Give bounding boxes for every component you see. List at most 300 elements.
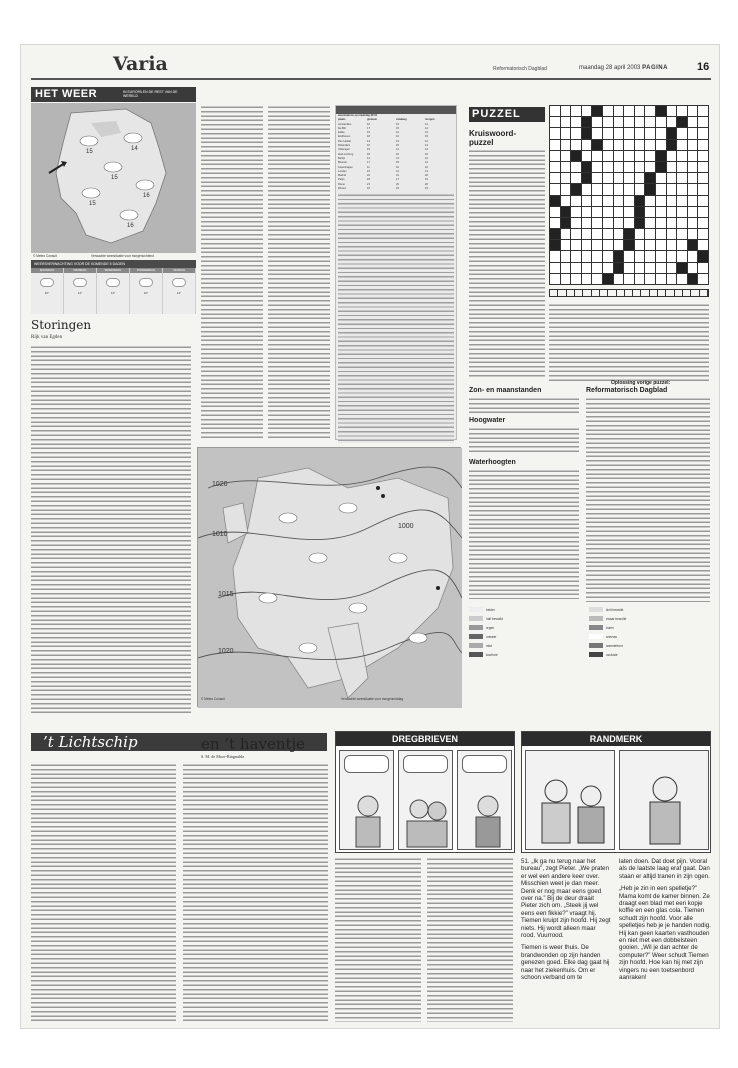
crossword-cell[interactable] xyxy=(656,140,666,150)
crossword-cell[interactable] xyxy=(571,274,581,284)
crossword-cell[interactable] xyxy=(635,128,645,138)
crossword-cell[interactable] xyxy=(677,274,687,284)
solution-cell[interactable] xyxy=(600,290,608,296)
solution-cell[interactable] xyxy=(550,290,558,296)
solution-cell[interactable] xyxy=(592,290,600,296)
crossword-cell xyxy=(614,251,624,261)
crossword-cell xyxy=(656,151,666,161)
crossword-cell[interactable] xyxy=(571,240,581,250)
table-row: Madrid 22 21 20 xyxy=(338,174,428,178)
comic-dregbrieven xyxy=(335,731,515,853)
crossword-cell[interactable] xyxy=(656,173,666,183)
crossword-cell[interactable] xyxy=(698,218,708,228)
puzzle-clues xyxy=(469,149,545,379)
crossword-cell[interactable] xyxy=(656,274,666,284)
crossword-cell[interactable] xyxy=(656,117,666,127)
svg-text:16: 16 xyxy=(143,193,150,199)
crossword-cell[interactable] xyxy=(635,151,645,161)
crossword-cell xyxy=(550,229,560,239)
crossword-cell[interactable] xyxy=(698,184,708,194)
crossword-cell[interactable] xyxy=(677,106,687,116)
crossword-cell[interactable] xyxy=(624,218,634,228)
randmerk-col-1: 51. „Ik ga nu terug naar het bureau”, zegt Pieter. „We praten er wel een andere keer over. Misschien weet je dan meer. Denk er nog maar eens goed over na.” Bij de deur draait Pieter zich om. „Steek jij wel eens een fikkie?” vraagt hij. Tiemen kruipt zijn hoofd. Hij zegt niets. Hij wordt alleen maar rood. Vuurrood. Tiemen is weer thuis. De brandwonden op zijn handen genezen goed. Elke dag gaat hij naar het ziekenhuis. Om er schoon verband om te xyxy=(521,858,611,982)
crossword-cell[interactable] xyxy=(667,218,677,228)
crossword-cell[interactable] xyxy=(677,196,687,206)
weather-stations-table xyxy=(335,105,457,440)
crossword-cell[interactable] xyxy=(614,106,624,116)
crossword-cell[interactable] xyxy=(582,151,592,161)
solution-cell[interactable] xyxy=(583,290,591,296)
crossword-grid[interactable] xyxy=(549,105,709,285)
crossword-cell[interactable] xyxy=(624,251,634,261)
crossword-cell[interactable] xyxy=(582,263,592,273)
crossword-cell[interactable] xyxy=(677,151,687,161)
forecast-day: MAANDAG 15° xyxy=(31,268,64,314)
crossword-cell[interactable] xyxy=(592,207,602,217)
page-date: maandag 28 april 2003 PAGINA xyxy=(579,65,668,71)
crossword-cell[interactable] xyxy=(614,117,624,127)
crossword-cell xyxy=(698,251,708,261)
crossword-cell[interactable] xyxy=(645,106,655,116)
crossword-cell[interactable] xyxy=(635,173,645,183)
crossword-cell[interactable] xyxy=(603,263,613,273)
crossword-cell[interactable] xyxy=(614,229,624,239)
crossword-cell[interactable] xyxy=(656,128,666,138)
crossword-cell[interactable] xyxy=(635,117,645,127)
crossword-cell[interactable] xyxy=(592,117,602,127)
crossword-cell[interactable] xyxy=(667,184,677,194)
table-row: Kopenhagen 11 10 10 xyxy=(338,165,428,169)
crossword-cell[interactable] xyxy=(592,184,602,194)
crossword-cell[interactable] xyxy=(550,106,560,116)
character-icon xyxy=(399,751,454,851)
legend-swatch-icon xyxy=(469,616,483,621)
crossword-cell[interactable] xyxy=(571,263,581,273)
crossword-cell[interactable] xyxy=(603,207,613,217)
puzzle-clues-2 xyxy=(549,303,709,381)
zon-maan-title: Zon- en maanstanden xyxy=(469,387,542,394)
crossword-cell[interactable] xyxy=(677,162,687,172)
crossword-cell[interactable] xyxy=(603,106,613,116)
solution-cell[interactable] xyxy=(558,290,566,296)
crossword-cell[interactable] xyxy=(635,162,645,172)
crossword-cell[interactable] xyxy=(677,173,687,183)
crossword-cell[interactable] xyxy=(614,173,624,183)
crossword-cell[interactable] xyxy=(603,140,613,150)
crossword-cell[interactable] xyxy=(571,173,581,183)
crossword-cell[interactable] xyxy=(667,173,677,183)
crossword-cell[interactable] xyxy=(656,263,666,273)
crossword-cell[interactable] xyxy=(561,274,571,284)
isobar-label: 1020 xyxy=(218,648,234,655)
forecast-day: DINSDAG 14° xyxy=(64,268,97,314)
crossword-cell[interactable] xyxy=(656,184,666,194)
crossword-cell[interactable] xyxy=(592,196,602,206)
crossword-cell xyxy=(677,117,687,127)
colofon-text xyxy=(586,397,710,602)
character-icon xyxy=(526,751,616,851)
crossword-cell[interactable] xyxy=(550,128,560,138)
crossword-cell[interactable] xyxy=(561,128,571,138)
crossword-cell[interactable] xyxy=(603,162,613,172)
solution-cell[interactable] xyxy=(608,290,616,296)
crossword-cell[interactable] xyxy=(635,229,645,239)
crossword-cell[interactable] xyxy=(561,173,571,183)
crossword-cell[interactable] xyxy=(561,196,571,206)
crossword-cell[interactable] xyxy=(550,162,560,172)
crossword-cell xyxy=(592,106,602,116)
crossword-cell[interactable] xyxy=(550,117,560,127)
crossword-cell[interactable] xyxy=(688,173,698,183)
crossword-cell[interactable] xyxy=(624,173,634,183)
crossword-cell[interactable] xyxy=(624,274,634,284)
crossword-cell[interactable] xyxy=(667,229,677,239)
crossword-cell[interactable] xyxy=(677,229,687,239)
crossword-cell[interactable] xyxy=(677,251,687,261)
crossword-cell[interactable] xyxy=(592,274,602,284)
crossword-cell[interactable] xyxy=(614,196,624,206)
crossword-cell[interactable] xyxy=(656,251,666,261)
crossword-cell[interactable] xyxy=(571,162,581,172)
puzzle-header: PUZZEL xyxy=(469,107,545,122)
crossword-cell[interactable] xyxy=(645,251,655,261)
crossword-cell[interactable] xyxy=(688,106,698,116)
crossword-cell[interactable] xyxy=(677,240,687,250)
crossword-cell[interactable] xyxy=(603,184,613,194)
crossword-cell[interactable] xyxy=(592,162,602,172)
crossword-cell[interactable] xyxy=(698,240,708,250)
crossword-cell[interactable] xyxy=(571,106,581,116)
crossword-cell[interactable] xyxy=(698,207,708,217)
crossword-cell[interactable] xyxy=(603,117,613,127)
crossword-cell[interactable] xyxy=(635,140,645,150)
crossword-cell[interactable] xyxy=(571,196,581,206)
legend-item: mist xyxy=(469,641,589,650)
crossword-cell[interactable] xyxy=(561,251,571,261)
crossword-cell[interactable] xyxy=(698,117,708,127)
legend-item: licht bewolkt xyxy=(589,605,709,614)
legend-item: occlusie xyxy=(589,650,709,659)
crossword-cell[interactable] xyxy=(603,173,613,183)
crossword-cell[interactable] xyxy=(550,207,560,217)
solution-cell[interactable] xyxy=(666,290,674,296)
crossword-cell[interactable] xyxy=(667,196,677,206)
crossword-cell[interactable] xyxy=(592,229,602,239)
crossword-cell[interactable] xyxy=(561,162,571,172)
crossword-cell[interactable] xyxy=(688,196,698,206)
solution-cell[interactable] xyxy=(683,290,691,296)
crossword-cell[interactable] xyxy=(656,218,666,228)
crossword-cell xyxy=(635,218,645,228)
crossword-cell[interactable] xyxy=(624,196,634,206)
crossword-cell[interactable] xyxy=(698,229,708,239)
crossword-cell[interactable] xyxy=(550,263,560,273)
legend-swatch-icon xyxy=(589,625,603,630)
crossword-cell[interactable] xyxy=(688,117,698,127)
comic-randmerk xyxy=(521,731,711,853)
crossword-cell[interactable] xyxy=(582,240,592,250)
crossword-cell[interactable] xyxy=(645,218,655,228)
crossword-cell[interactable] xyxy=(688,162,698,172)
crossword-cell[interactable] xyxy=(571,117,581,127)
crossword-cell xyxy=(635,207,645,217)
crossword-cell[interactable] xyxy=(688,263,698,273)
crossword-cell[interactable] xyxy=(635,184,645,194)
solution-cell[interactable] xyxy=(625,290,633,296)
crossword-cell[interactable] xyxy=(698,173,708,183)
crossword-cell[interactable] xyxy=(635,251,645,261)
legend-item: helder xyxy=(469,605,589,614)
crossword-cell[interactable] xyxy=(582,140,592,150)
dregbrieven-col-2 xyxy=(427,857,513,1022)
crossword-cell xyxy=(667,140,677,150)
table-row: Zuid-Limburg 18 16 15 xyxy=(338,152,428,156)
crossword-cell[interactable] xyxy=(645,240,655,250)
crossword-cell[interactable] xyxy=(624,117,634,127)
crossword-cell[interactable] xyxy=(645,128,655,138)
crossword-cell[interactable] xyxy=(667,162,677,172)
crossword-cell[interactable] xyxy=(582,229,592,239)
crossword-cell[interactable] xyxy=(667,263,677,273)
crossword-cell[interactable] xyxy=(614,162,624,172)
crossword-cell[interactable] xyxy=(645,196,655,206)
table-header xyxy=(336,106,456,114)
table-row: Rome 21 20 20 xyxy=(338,182,428,186)
crossword-cell[interactable] xyxy=(677,140,687,150)
crossword-cell[interactable] xyxy=(624,140,634,150)
netherlands-weather-map xyxy=(31,103,196,253)
crossword-cell[interactable] xyxy=(603,218,613,228)
crossword-cell[interactable] xyxy=(667,240,677,250)
crossword-cell[interactable] xyxy=(550,140,560,150)
forecast-day: VRIJDAG 14° xyxy=(163,268,196,314)
crossword-cell[interactable] xyxy=(688,229,698,239)
legend-swatch-icon xyxy=(589,643,603,648)
crossword-cell[interactable] xyxy=(624,106,634,116)
crossword-cell[interactable] xyxy=(582,251,592,261)
crossword-cell[interactable] xyxy=(645,117,655,127)
crossword-cell[interactable] xyxy=(656,196,666,206)
crossword-cell[interactable] xyxy=(698,274,708,284)
crossword-cell[interactable] xyxy=(592,151,602,161)
crossword-cell[interactable] xyxy=(688,128,698,138)
crossword-cell[interactable] xyxy=(656,229,666,239)
crossword-cell xyxy=(550,240,560,250)
crossword-cell[interactable] xyxy=(645,162,655,172)
crossword-cell[interactable] xyxy=(571,140,581,150)
crossword-cell[interactable] xyxy=(667,274,677,284)
puzzle-title: Kruiswoord-puzzel xyxy=(469,129,517,147)
forecast-grid xyxy=(31,268,196,314)
crossword-cell[interactable] xyxy=(614,274,624,284)
crossword-cell[interactable] xyxy=(592,251,602,261)
article-body-storingen xyxy=(31,345,191,715)
crossword-cell[interactable] xyxy=(645,207,655,217)
europe-weather-map xyxy=(197,447,461,707)
crossword-cell[interactable] xyxy=(603,128,613,138)
solution-cell[interactable] xyxy=(617,290,625,296)
article-title-storingen: Storingen xyxy=(31,318,92,332)
crossword-cell[interactable] xyxy=(571,128,581,138)
crossword-cell[interactable] xyxy=(667,207,677,217)
crossword-cell[interactable] xyxy=(698,263,708,273)
crossword-cell[interactable] xyxy=(645,263,655,273)
comic-panel xyxy=(525,750,615,850)
crossword-cell[interactable] xyxy=(550,251,560,261)
crossword-cell[interactable] xyxy=(698,151,708,161)
waterhoogten-title: Waterhoogten xyxy=(469,459,516,466)
crossword-cell[interactable] xyxy=(561,229,571,239)
crossword-cell[interactable] xyxy=(698,106,708,116)
crossword-cell[interactable] xyxy=(603,151,613,161)
crossword-cell[interactable] xyxy=(582,184,592,194)
solution-cell[interactable] xyxy=(641,290,649,296)
crossword-cell[interactable] xyxy=(667,151,677,161)
crossword-cell[interactable] xyxy=(614,240,624,250)
comic-panel xyxy=(339,750,394,850)
crossword-cell[interactable] xyxy=(592,240,602,250)
crossword-cell[interactable] xyxy=(614,207,624,217)
solution-row[interactable] xyxy=(549,289,709,297)
crossword-cell[interactable] xyxy=(582,106,592,116)
crossword-cell[interactable] xyxy=(550,173,560,183)
crossword-cell[interactable] xyxy=(561,263,571,273)
crossword-cell[interactable] xyxy=(614,218,624,228)
crossword-cell[interactable] xyxy=(688,151,698,161)
crossword-cell[interactable] xyxy=(645,274,655,284)
crossword-cell[interactable] xyxy=(635,274,645,284)
svg-text:15: 15 xyxy=(111,175,118,181)
crossword-cell[interactable] xyxy=(571,218,581,228)
crossword-cell[interactable] xyxy=(656,207,666,217)
crossword-cell[interactable] xyxy=(582,207,592,217)
legend-item: buien xyxy=(589,623,709,632)
crossword-cell[interactable] xyxy=(645,229,655,239)
crossword-cell[interactable] xyxy=(603,196,613,206)
crossword-cell[interactable] xyxy=(582,218,592,228)
crossword-cell[interactable] xyxy=(550,218,560,228)
lichtschip-title-1: ’t Lichtschip xyxy=(43,733,138,751)
crossword-cell[interactable] xyxy=(561,106,571,116)
crossword-cell xyxy=(688,240,698,250)
crossword-cell[interactable] xyxy=(698,162,708,172)
crossword-cell[interactable] xyxy=(645,140,655,150)
solution-cell[interactable] xyxy=(675,290,683,296)
crossword-cell[interactable] xyxy=(624,207,634,217)
crossword-cell[interactable] xyxy=(677,207,687,217)
crossword-cell[interactable] xyxy=(667,106,677,116)
crossword-cell xyxy=(582,128,592,138)
crossword-cell[interactable] xyxy=(603,229,613,239)
crossword-cell[interactable] xyxy=(561,140,571,150)
crossword-cell[interactable] xyxy=(614,151,624,161)
crossword-cell[interactable] xyxy=(561,184,571,194)
table-row: Den Helder 13 13 12 xyxy=(338,139,428,143)
crossword-cell[interactable] xyxy=(550,184,560,194)
crossword-cell xyxy=(635,196,645,206)
crossword-cell[interactable] xyxy=(592,263,602,273)
crossword-cell[interactable] xyxy=(571,229,581,239)
solution-cell[interactable] xyxy=(650,290,658,296)
crossword-cell[interactable] xyxy=(561,240,571,250)
crossword-cell[interactable] xyxy=(688,140,698,150)
crossword-cell[interactable] xyxy=(592,128,602,138)
solution-cell[interactable] xyxy=(567,290,575,296)
table-row: Eindhoven 18 16 15 xyxy=(338,135,428,139)
crossword-cell[interactable] xyxy=(624,151,634,161)
crossword-cell[interactable] xyxy=(624,184,634,194)
legend-item: onweer xyxy=(469,632,589,641)
solution-cell[interactable] xyxy=(575,290,583,296)
crossword-cell[interactable] xyxy=(571,207,581,217)
crossword-cell[interactable] xyxy=(645,151,655,161)
crossword-cell[interactable] xyxy=(592,218,602,228)
crossword-cell[interactable] xyxy=(550,151,560,161)
crossword-cell[interactable] xyxy=(677,184,687,194)
comic-title: RANDMERK xyxy=(522,732,710,746)
crossword-cell[interactable] xyxy=(603,240,613,250)
crossword-cell[interactable] xyxy=(635,106,645,116)
character-icon xyxy=(620,751,710,851)
crossword-cell[interactable] xyxy=(667,117,677,127)
crossword-cell xyxy=(582,162,592,172)
crossword-cell[interactable] xyxy=(667,251,677,261)
crossword-cell[interactable] xyxy=(614,128,624,138)
crossword-cell xyxy=(571,184,581,194)
crossword-cell[interactable] xyxy=(698,196,708,206)
crossword-cell[interactable] xyxy=(624,162,634,172)
cloud-icon xyxy=(172,278,186,287)
crossword-cell[interactable] xyxy=(624,263,634,273)
crossword-cell[interactable] xyxy=(688,251,698,261)
solution-cell[interactable] xyxy=(633,290,641,296)
crossword-cell[interactable] xyxy=(698,140,708,150)
bigmap-note: Verwachte weersituatie voor morgenmiddag xyxy=(341,697,404,701)
crossword-cell[interactable] xyxy=(550,274,560,284)
solution-cell[interactable] xyxy=(658,290,666,296)
crossword-cell[interactable] xyxy=(656,240,666,250)
crossword-cell xyxy=(571,151,581,161)
crossword-cell[interactable] xyxy=(592,173,602,183)
crossword-cell[interactable] xyxy=(624,128,634,138)
crossword-cell[interactable] xyxy=(571,251,581,261)
crossword-cell[interactable] xyxy=(582,196,592,206)
crossword-cell[interactable] xyxy=(688,184,698,194)
crossword-cell[interactable] xyxy=(635,240,645,250)
crossword-cell xyxy=(603,274,613,284)
crossword-cell[interactable] xyxy=(677,218,687,228)
crossword-cell[interactable] xyxy=(561,151,571,161)
newspaper-page xyxy=(20,44,720,1029)
solution-cell[interactable] xyxy=(691,290,699,296)
solution-cell[interactable] xyxy=(700,290,708,296)
legend-item: sneeuw xyxy=(589,632,709,641)
crossword-cell[interactable] xyxy=(561,117,571,127)
crossword-cell[interactable] xyxy=(677,128,687,138)
dregbrieven-col-1 xyxy=(335,857,421,1022)
crossword-cell[interactable] xyxy=(603,251,613,261)
weather-text-column-2 xyxy=(268,105,330,440)
crossword-cell[interactable] xyxy=(688,218,698,228)
crossword-cell[interactable] xyxy=(582,274,592,284)
waterhoogten-text xyxy=(469,469,579,599)
lichtschip-byline: S. M. de Moor-Ringnalda xyxy=(201,754,245,759)
crossword-cell[interactable] xyxy=(614,184,624,194)
crossword-cell[interactable] xyxy=(635,263,645,273)
crossword-cell[interactable] xyxy=(698,128,708,138)
crossword-cell[interactable] xyxy=(688,207,698,217)
crossword-cell[interactable] xyxy=(614,140,624,150)
